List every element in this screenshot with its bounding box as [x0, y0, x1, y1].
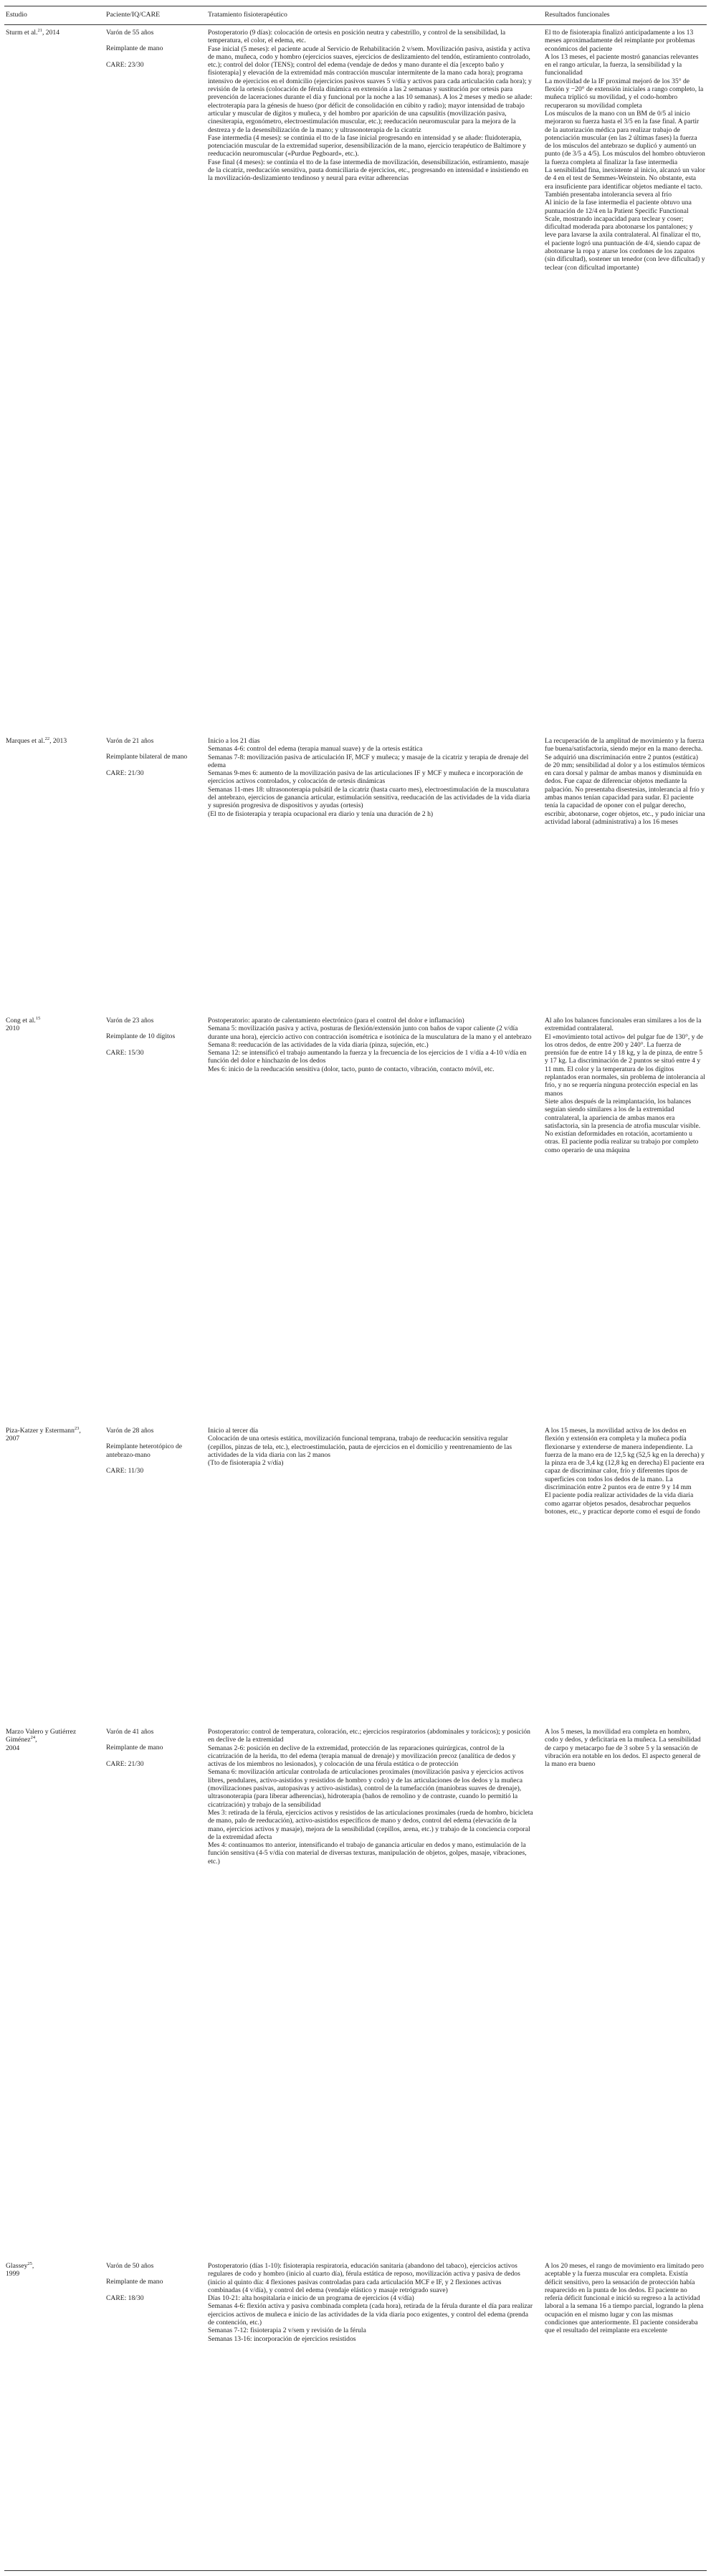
patient-cell: Varón de 55 años Reimplante de mano CARE: 23/30: [106, 29, 163, 69]
results-cell: Al año los balances funcionales eran similares a los de la extremidad contralateral. El «movimiento total activo» del pulgar fue de 130°, y de los otros dedos, de entre 200 y 240°. La fuerza de prensión fue de entre 14 y 18 kg, y la de pinza, de entre 5 y 17 kg. La discriminación de 2 puntos se situó entre 4 y 11 mm. El color y la temperatura de los dígitos replantados eran normales, sin problema de intolerancia al frío, y no se requería ninguna protección especial en las manos Siete años después de la reimplantación, los balances seguían siendo similares a los de la extremidad contralateral, la apariencia de ambas manos era satisfactoria, sin la presencia de atrofia muscular visible. No existían deformidades en rotación, acortamiento u otras. El paciente podía realizar su trabajo por completo como operario de una máquina: [545, 1017, 705, 1154]
results-cell: La recuperación de la amplitud de movimiento y la fuerza fue buena/satisfactoria, siendo mejor en la mano derecha. Se adquirió una discriminación entre 2 puntos (estática) de 20 mm; sensibilidad al dolor y a los estímulos térmicos en cara dorsal y palmar de ambas manos y disminuida en dedos. Fue capaz de diferenciar objetos mediante la palpación. No presentaba disestesias, intolerancia al frío y ambas manos tenían capacidad para sudar. El paciente tenía la capacidad de oponer con el pulgar derecho, escribir, abotonarse, coger objetos, etc., y pudo iniciar una actividad laboral (administrativa) a los 16 meses: [545, 737, 705, 826]
study-cell: Sturm et al.$^{21}$, 2014: [6, 27, 59, 37]
patient-cell: Varón de 50 años Reimplante de mano CARE: 18/30: [106, 2262, 163, 2302]
treatment-cell: Inicio al tercer día Colocación de una ortesis estática, movilización funcional temprana, trabajo de reeducación sensitiva regular (cepillos, pinzas de tela, etc.), electroestimulación, pauta de ejercicios en el domicilio y reentrenamiento de las actividades de la vida diaria con las 2 manos (Tto de fisioterapia 2 v/día): [208, 1427, 512, 1468]
patient-cell: Varón de 28 años Reimplante heterotópico de antebrazo-mano CARE: 11/30: [106, 1427, 183, 1475]
treatment-cell: Postoperatorio: aparato de calentamiento electrónico (para el control del dolor e inflamación) Semana 5: movilización pasiva y activa, posturas de flexión/extensión junto con baños de vapor caliente (2 v/día durante una hora), ejercicio activo con contracción isométrica e isotónica de la musculatura de la mano y el antebrazo Semana 8: reeducación de las actividades de la vida diaria (pinza, sujeción, etc.) Semana 12: se intensificó el trabajo aumentando la fuerza y la frecuencia de los ejercicios de 1 v/día a 4-10 v/día en función del dolor e hinchazón de los dedos Mes 6: inicio de la reeducación sensitiva (dolor, tacto, punto de contacto, vibración, contacto móvil, etc.: [208, 1017, 532, 1073]
patient-cell: Varón de 23 años Reimplante de 10 dígitos CARE: 15/30: [106, 1017, 176, 1057]
treatment-cell: Postoperatorio (días 1-10): fisioterapia respiratoria, educación sanitaria (abandono del tabaco), ejercicios activos regulares de codo y hombro (inicio al cuarto día), férula estática de reposo, movilización activa y pasiva de dedos (inicio al quinto día: 4 flexiones pasivas controladas para cada articulación MCF e IF, y 2 flexiones activas combinadas (4 v/día), y control del edema (vendaje elástico y masaje retrógrado suave) Días 10-21: alta hospitalaria e inicio de un programa de ejercicios (4 v/día) Semanas 4-6: flexión activa y pasiva combinada completa (cada hora), retirada de la férula durante el día para realizar ejercicios activos de muñeca e inicio de las actividades de la vida diaria poco exigentes, y control del edema (prenda de contención, etc.) Semanas 7-12: fisioterapia 2 v/sem y revisión de la férula Semanas 13-16: incorporación de ejercicios resistidos: [208, 2262, 533, 2343]
study-cell: Glassey$^{25}$, 1999: [6, 2261, 34, 2278]
patient-cell: Varón de 21 años Reimplante bilateral de mano CARE: 21/30: [106, 737, 188, 777]
results-cell: A los 15 meses, la movilidad activa de los dedos en flexión y extensión era completa y la muñeca podía flexionarse y extenderse de manera independiente. La fuerza de la mano era de 12,5 kg (52,5 kg en la derecha) y la pinza era de 3,4 kg (12,8 kg en derecha) El paciente era capaz de discriminar calor, frío y diferentes tipos de superficies con todos los dedos de la mano. La discriminación entre 2 puntos era de entre 9 y 14 mm El paciente podía realizar actividades de la vida diaria como agarrar objetos pesados, desabrochar pequeños botones, etc., y practicar deporte como el esquí de fondo: [545, 1427, 705, 1516]
treatment-cell: Postoperatorio (9 días): colocación de ortesis en posición neutra y cabestrillo, y control de la sensibilidad, la temperatura, el color, el edema, etc. Fase inicial (5 meses): el paciente acude al Servicio de Rehabilitación 2 v/sem. Movilización pasiva, asistida y activa de mano, muñeca, codo y hombro (ejercicios suaves, ejercicios de deslizamiento del tendón, estiramiento controlado, etc.); control del dolor (TENS); control del edema (vendaje de dedos y mano durante el día [excepto baño y fisioterapia] y elevación de la extremidad más contracción muscular intermitente de la mano cada hora); programa intensivo de ejercicios en el domicilio (ejercicios pasivos suaves 5 v/día y activos para cada articulación cada hora); y revisión de la ortesis (colocación de férula dinámica en extensión a las 2 semanas y sustitución por ortesis para prevención de laceraciones durante el día y funcional por la noche a las 10 semanas). A los 2 meses y medio se añade: electroterapia para la génesis de hueso (por déficit de consolidación en cúbito y radio); mayor intensidad de trabajo articular y muscular de dígitos y muñeca, y del hombro por aparición de una capsulitis (movilización pasiva, cinesiterapia, ergonómetro, electroestimulación muscular, etc.); reeducación neuromuscular para la mejora de la destreza y de la desensibilización de la mano; y ultrasonoterapia de la cicatriz Fase intermedia (4 meses): se continúa el tto de la fase inicial progresando en intensidad y se añade: fluidoterapia, potenciación muscular de la extremidad superior, desensibilización de la mano, ejercicio terapéutico de Baltimore y reeducación neuromuscular («Purdue Pegboard», etc.). Fase final (4 meses): se continúa el tto de la fase intermedia de movilización, desensibilización, estiramiento, masaje de la cicatriz, reeducación sensitiva, pauta domiciliaria de ejercicios, etc., progresando en intensidad e insistiendo en la movilización-deslizamiento tendinoso y neural para evitar adherencias: [208, 29, 533, 183]
treatment-cell: Postoperatorio: control de temperatura, coloración, etc.; ejercicios respiratorios (abdominales y torácicos); y posición en declive de la extremidad Semanas 2-6: posición en declive de la extremidad, protección de las reparaciones quirúrgicas, control de la cicatrización de la herida, tto del edema (terapia manual de drenaje) y movilización precoz (analítica de dedos y activas de los miembros no lesionados), y colocación de una férula estática o de protección Semana 6: movilización articular controlada de articulaciones proximales (movilización pasiva y ejercicios activos libres, pendulares, activo-asistidos y resistidos de hombro y codo) y de las articulaciones de los dedos y la muñeca (movilizaciones pasivas, autopasivas y activo-asistidas), control de la tumefacción (maniobras suaves de drenaje), ultrasonoterapia (para liberar adherencias), hidroterapia (baños de remolino y de contraste, cuando lo permitió la cicatrización) y trabajo de la sensibilidad Mes 3: retirada de la férula, ejercicios activos y resistidos de las articulaciones proximales (rueda de hombro, bicicleta de mano, palo de reeducación), activo-asistidos específicos de mano y dedos, control del edema (elevación de la mano, ejercicios activos y masaje), mejora de la sensibilidad (cepillos, arena, etc.) y trabajo de la conciencia corporal de la extremidad afecta Mes 4: continuamos tto anterior, intensificando el trabajo de ganancia articular en dedos y mano, estimulación de la función sensitiva (4-5 v/día con material de diversas texturas, manipulación de objetos, golpes, masaje, vibraciones, etc.): [208, 1728, 533, 1866]
table-header-rule: [4, 24, 707, 25]
header-paciente: Paciente/IQ/CARE: [106, 11, 161, 19]
results-cell: El tto de fisioterapia finalizó anticipadamente a los 13 meses aproximadamente del reimplante por problemas económicos del paciente A los 13 meses, el paciente mostró ganancias relevantes en el rango articular, la fuerza, la sensibilidad y la funcionalidad La movilidad de la IF proximal mejoró de los 35° de flexión y −20° de extensión iniciales a rango completo, la muñeca triplicó su movilidad, y el codo-hombro recuperaron su movilidad completa Los músculos de la mano con un BM de 0/5 al inicio mejoraron su fuerza hasta el 3/5 en la fase final. A partir de la autorización médica para realizar trabajo de potenciación muscular (en las 2 últimas fases) la fuerza de los músculos del antebrazo se duplicó y aumentó un punto (de 3/5 a 4/5). Los músculos del hombro obtuvieron la fuerza completa al finalizar la fase intermedia La sensibilidad fina, inexistente al inicio, alcanzó un valor de 4 en el test de Semmes-Weinstein. No obstante, esta era insuficiente para identificar objetos mediante el tacto. También presentaba intolerancia severa al frío Al inicio de la fase intermedia el paciente obtuvo una puntuación de 12/4 en la Patient Specific Functional Scale, mostrando incapacidad para teclear y coser; dificultad moderada para abotonarse los pantalones; y leve para lavarse la axila contralateral. Al finalizar el tto, el paciente logró una puntuación de 4/4, siendo capaz de abotonarse la ropa y atarse los cordones de los zapatos (sin dificultad), sostener un tenedor (con leve dificultad) y teclear (con dificultad importante): [545, 29, 705, 272]
results-cell: A los 5 meses, la movilidad era completa en hombro, codo y dedos, y deficitaria en la muñeca. La sensibilidad de carpo y metacarpo fue de 3 sobre 5 y la sensación de vibración era notable en los dedos. El aspecto general de la mano era bueno: [545, 1728, 701, 1769]
study-cell: Cong et al.$^{15}$ 2010: [6, 1015, 41, 1033]
treatment-cell: Inicio a los 21 días Semanas 4-6: control del edema (terapia manual suave) y de la ortesis estática Semanas 7-8: movilización pasiva de articulación IF, MCF y muñeca; y masaje de la cicatriz y terapia de drenaje del edema Semanas 9-mes 6: aumento de la movilización pasiva de las articulaciones IF y MCF y muñeca e incorporación de ejercicios activos controlados, y colocación de ortesis dinámicas Semanas 11-mes 18: ultrasonoterapia pulsátil de la cicatriz (hasta cuarto mes), electroestimulación de la musculatura del antebrazo, ejercicios de ganancia articular, estimulación sensitiva, reeducación de las actividades de la vida diaria y supresión progresiva de dispositivos y ayudas (ortesis) (El tto de fisioterapia y terapia ocupacional era diario y tenía una duración de 2 h): [208, 737, 530, 818]
header-resultados: Resultados funcionales: [545, 11, 610, 19]
study-cell: Marzo Valero y Gutiérrez Giménez$^{24}$, 2004: [6, 1728, 77, 1752]
table-bottom-rule: [4, 2570, 707, 2571]
results-cell: A los 20 meses, el rango de movimiento era limitado pero aceptable y la fuerza muscular era completa. Existía déficit sensitivo, pero la sensación de protección había reaparecido en la punta de los dedos. El paciente no refería déficit funcional e inició su regreso a la actividad laboral a la semana 16 a tiempo parcial, logrando la plena ocupación en el mismo lugar y con las mismas condiciones que anteriormente. El paciente consideraba que el resultado del reimplante era excelente: [545, 2262, 704, 2335]
header-tratamiento: Tratamiento fisioterapéutico: [208, 11, 287, 19]
patient-cell: Varón de 41 años Reimplante de mano CARE: 21/30: [106, 1728, 163, 1768]
header-estudio: Estudio: [6, 11, 27, 19]
study-cell: Piza-Katzer y Estermann$^{23}$, 2007: [6, 1425, 81, 1443]
study-cell: Marques et al.$^{22}$, 2013: [6, 736, 67, 745]
